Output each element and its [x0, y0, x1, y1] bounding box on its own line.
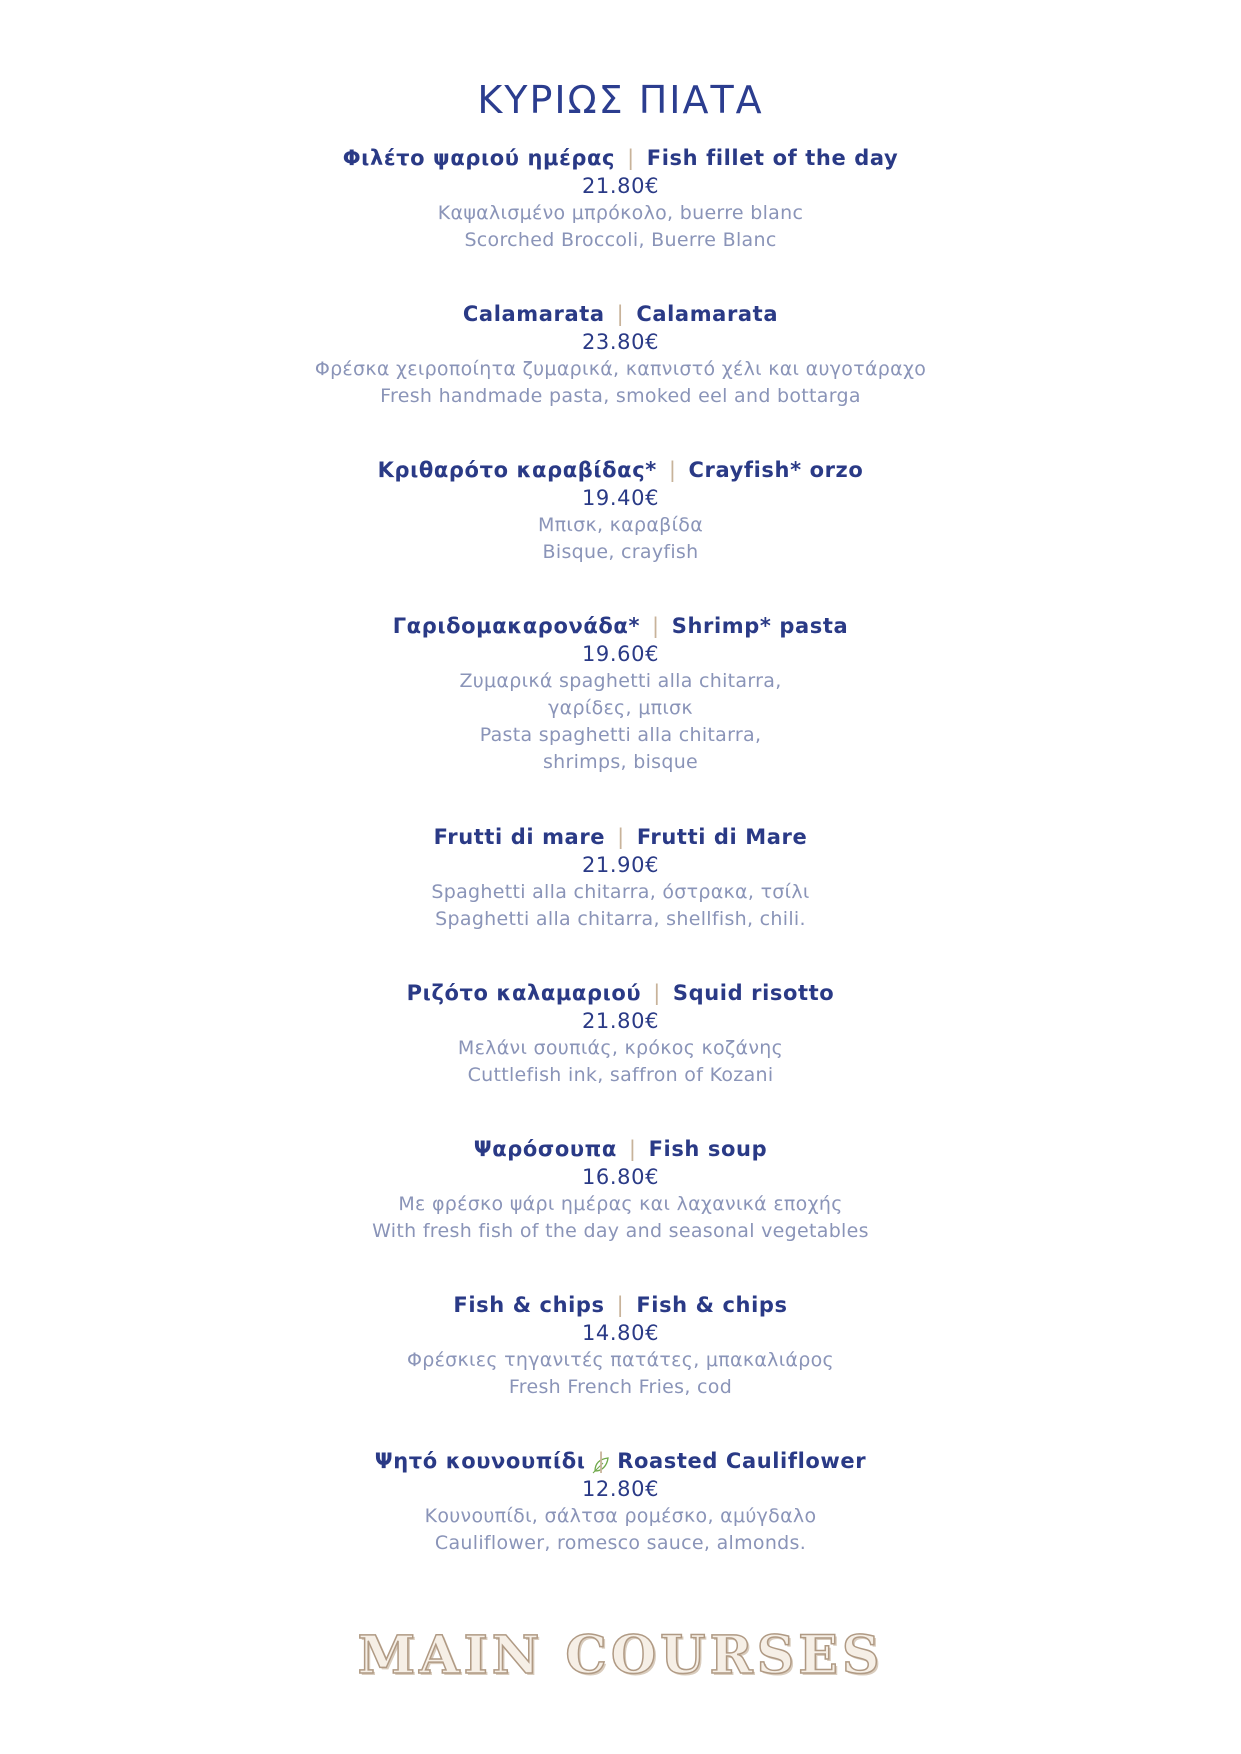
item-description-greek: γαρίδες, μπισκ: [548, 697, 693, 719]
item-description-greek: Κουνουπίδι, σάλτσα ρομέσκο, αμύγδαλο: [424, 1505, 817, 1527]
item-description-greek: Φρέσκα χειροποίητα ζυμαρικά, καπνιστό χέλι και αυγοτάραχο: [314, 358, 927, 380]
menu-item: [0, 1135, 1241, 1245]
item-description-english: Fresh French Fries, cod: [508, 1376, 733, 1398]
item-name-greek: Κριθαρότο καραβίδας*: [377, 458, 657, 482]
menu-item: [0, 1291, 1241, 1401]
menu-item: [0, 144, 1241, 254]
menu-item: [0, 979, 1241, 1089]
item-description-english: Spaghetti alla chitarra, shellfish, chili.: [435, 908, 806, 930]
section-footer-title: MAIN COURSES: [357, 1625, 884, 1686]
item-price: 16.80€: [581, 1165, 660, 1189]
item-description-english: With fresh fish of the day and seasonal vegetables: [372, 1220, 869, 1242]
item-description-greek: Spaghetti alla chitarra, όστρακα, τσίλι: [431, 881, 810, 903]
name-separator: |: [668, 458, 677, 482]
item-price: 19.40€: [581, 486, 660, 510]
name-separator: |: [653, 981, 661, 1005]
item-description-english: shrimps, bisque: [542, 751, 699, 773]
item-name: [0, 456, 1241, 484]
item-name: [0, 1135, 1241, 1163]
item-price: 21.80€: [581, 174, 660, 198]
item-name-greek: Φιλέτο ψαριού ημέρας: [342, 146, 616, 170]
name-separator: |: [627, 146, 635, 170]
item-price: 14.80€: [581, 1321, 660, 1345]
item-name-english: Crayfish* orzo: [688, 458, 864, 482]
item-price: 12.80€: [581, 1477, 660, 1501]
menu-item: [0, 612, 1241, 776]
item-name-greek: Ψαρόσουπα: [473, 1137, 617, 1161]
item-description-greek: Ζυμαρικά spaghetti alla chitarra,: [459, 670, 782, 692]
item-name: [0, 300, 1241, 328]
item-name-greek: Frutti di mare: [433, 825, 606, 849]
menu-item: [0, 300, 1241, 410]
item-name-greek: Γαριδομακαρονάδα*: [392, 614, 641, 638]
item-description-greek: Φρέσκιες τηγανιτές πατάτες, μπακαλιάρος: [407, 1349, 834, 1371]
item-name-greek: Fish & chips: [453, 1293, 605, 1317]
item-name: [0, 1291, 1241, 1319]
name-separator: |: [616, 1293, 625, 1317]
item-name-greek: Ψητό κουνουπίδι: [374, 1449, 586, 1473]
item-name-greek: Ριζότο καλαμαριού: [406, 981, 642, 1005]
menu-item: [0, 823, 1241, 933]
name-separator: |: [652, 614, 660, 638]
item-description-greek: Καψαλισμένο μπρόκολο, buerre blanc: [437, 202, 804, 224]
item-name-english: Squid risotto: [672, 981, 835, 1005]
item-description-greek: Μπισκ, καραβίδα: [537, 514, 704, 536]
item-name: [0, 144, 1241, 172]
item-name-english: Fish soup: [648, 1137, 768, 1161]
item-description-english: Fresh handmade pasta, smoked eel and bottarga: [380, 385, 861, 407]
item-description-english: Pasta spaghetti alla chitarra,: [479, 724, 762, 746]
name-separator: |: [597, 1449, 606, 1473]
item-description-greek: Μελάνι σουπιάς, κρόκος κοζάνης: [457, 1037, 784, 1059]
name-separator: |: [617, 825, 625, 849]
item-name-english: Fish fillet of the day: [646, 146, 899, 170]
item-name-english: Calamarata: [636, 302, 779, 326]
item-name-english: Frutti di Mare: [636, 825, 808, 849]
item-price: 19.60€: [581, 642, 660, 666]
item-description-english: Bisque, crayfish: [542, 541, 699, 563]
item-name-english: Fish & chips: [636, 1293, 788, 1317]
name-separator: |: [628, 1137, 637, 1161]
item-name-english: Shrimp* pasta: [671, 614, 849, 638]
item-price: 23.80€: [581, 330, 660, 354]
item-description-greek: Με φρέσκο ψάρι ημέρας και λαχανικά εποχής: [398, 1193, 843, 1215]
item-name: [0, 1447, 1241, 1475]
item-description-english: Cuttlefish ink, saffron of Kozani: [467, 1064, 774, 1086]
item-price: 21.80€: [581, 1009, 660, 1033]
item-price: 21.90€: [581, 853, 660, 877]
item-name: [0, 612, 1241, 640]
page-title: ΚΥΡΙΩΣ ΠΙΑΤΑ: [477, 78, 764, 122]
item-description-english: Cauliflower, romesco sauce, almonds.: [434, 1532, 807, 1554]
item-name-greek: Calamarata: [462, 302, 605, 326]
name-separator: |: [616, 302, 625, 326]
menu-item: [0, 456, 1241, 566]
item-description-english: Scorched Broccoli, Buerre Blanc: [464, 229, 777, 251]
item-name: [0, 979, 1241, 1007]
item-name: [0, 823, 1241, 851]
item-name-english: Roasted Cauliflower: [617, 1449, 867, 1473]
menu-item: [0, 1447, 1241, 1557]
